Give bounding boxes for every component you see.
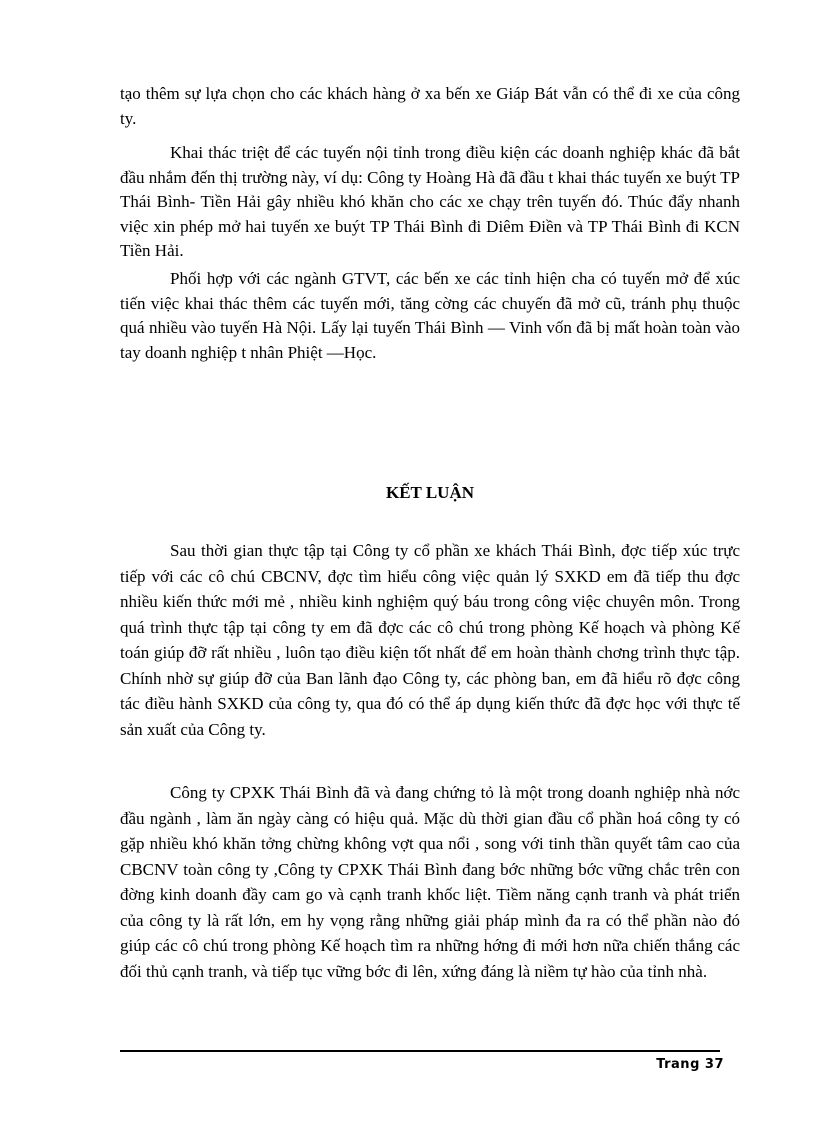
paragraph-coordinate: Phối hợp với các ngành GTVT, các bến xe các tỉnh hiện cha có tuyến mở để xúc tiến việc khai thác thêm các tuyến mới, tăng cờng các chuyến đã mở cũ, tránh phụ thuộc quá nhiều vào tuyến Hà Nội. Lấy lại tuyến Thái Bình — Vinh vốn đã bị mất hoàn toàn vào tay doanh nghiệp t nhân Phiệt —Học.	[120, 269, 740, 362]
page-number: Trang 37	[656, 1057, 724, 1072]
paragraph-continuation: tạo thêm sự lựa chọn cho các khách hàng ở xa bến xe Giáp Bát vẫn có thể đi xe của công ty.	[120, 84, 740, 128]
conclusion-heading: KẾT LUẬN	[385, 483, 474, 502]
paragraph-conclusion-2: Công ty CPXK Thái Bình đã và đang chứng tỏ là một trong doanh nghiệp nhà nớc đầu ngành , làm ăn ngày càng có hiệu quả. Mặc dù thời gian đầu cổ phần hoá công ty có gặp nhiều khó khăn tởng chừng không vợt qua nổi , song với tinh thần quyết tâm cao của CBCNV toàn công ty ,Công ty CPXK Thái Bình đang bớc những bớc vững chắc trên con đờng kinh doanh đầy cam go và cạnh tranh khốc liệt. Tiềm năng cạnh tranh và phát triển của công ty là rất lớn, em hy vọng rằng những giải pháp mình đa ra có thể phần nào đó giúp các cô chú trong phòng Kế hoạch tìm ra những hớng đi mới hơn nữa chiến thắng các đối thủ cạnh tranh, và tiếp tục vững bớc đi lên, xứng đáng là niềm tự hào của tỉnh nhà.	[120, 783, 740, 981]
footer-divider	[120, 1050, 720, 1052]
paragraph-exploit-routes: Khai thác triệt để các tuyến nội tỉnh trong điều kiện các doanh nghiệp khác đã bắt đầu nhắm đến thị trường này, ví dụ: Công ty Hoàng Hà đã đầu t khai thác tuyến xe buýt TP Thái Bình- Tiền Hải gây nhiều khó khăn cho các xe chạy trên tuyến đó. Thúc đẩy nhanh việc xin phép mở hai tuyến xe buýt TP Thái Bình đi Diêm Điền và TP Thái Bình đi KCN Tiền Hải.	[120, 143, 740, 260]
paragraph-conclusion-1: Sau thời gian thực tập tại Công ty cổ phần xe khách Thái Bình, đợc tiếp xúc trực tiếp với các cô chú CBCNV, đợc tìm hiểu công việc quản lý SXKD em đã tiếp thu đợc nhiều kiến thức mới mẻ , nhiều kinh nghiệm quý báu trong công việc chuyên môn. Trong quá trình thực tập tại công ty em đã đợc các cô chú trong phòng Kế hoạch và phòng Kế toán giúp đỡ rất nhiều , luôn tạo điều kiện tốt nhất để em hoàn thành chơng trình thực tập. Chính nhờ sự giúp đỡ của Ban lãnh đạo Công ty, các phòng ban, em đã hiểu rõ đợc công tác điều hành SXKD của công ty, qua đó có thể áp dụng kiến thức đã đợc học với thực tế sản xuất của Công ty.	[120, 541, 740, 739]
